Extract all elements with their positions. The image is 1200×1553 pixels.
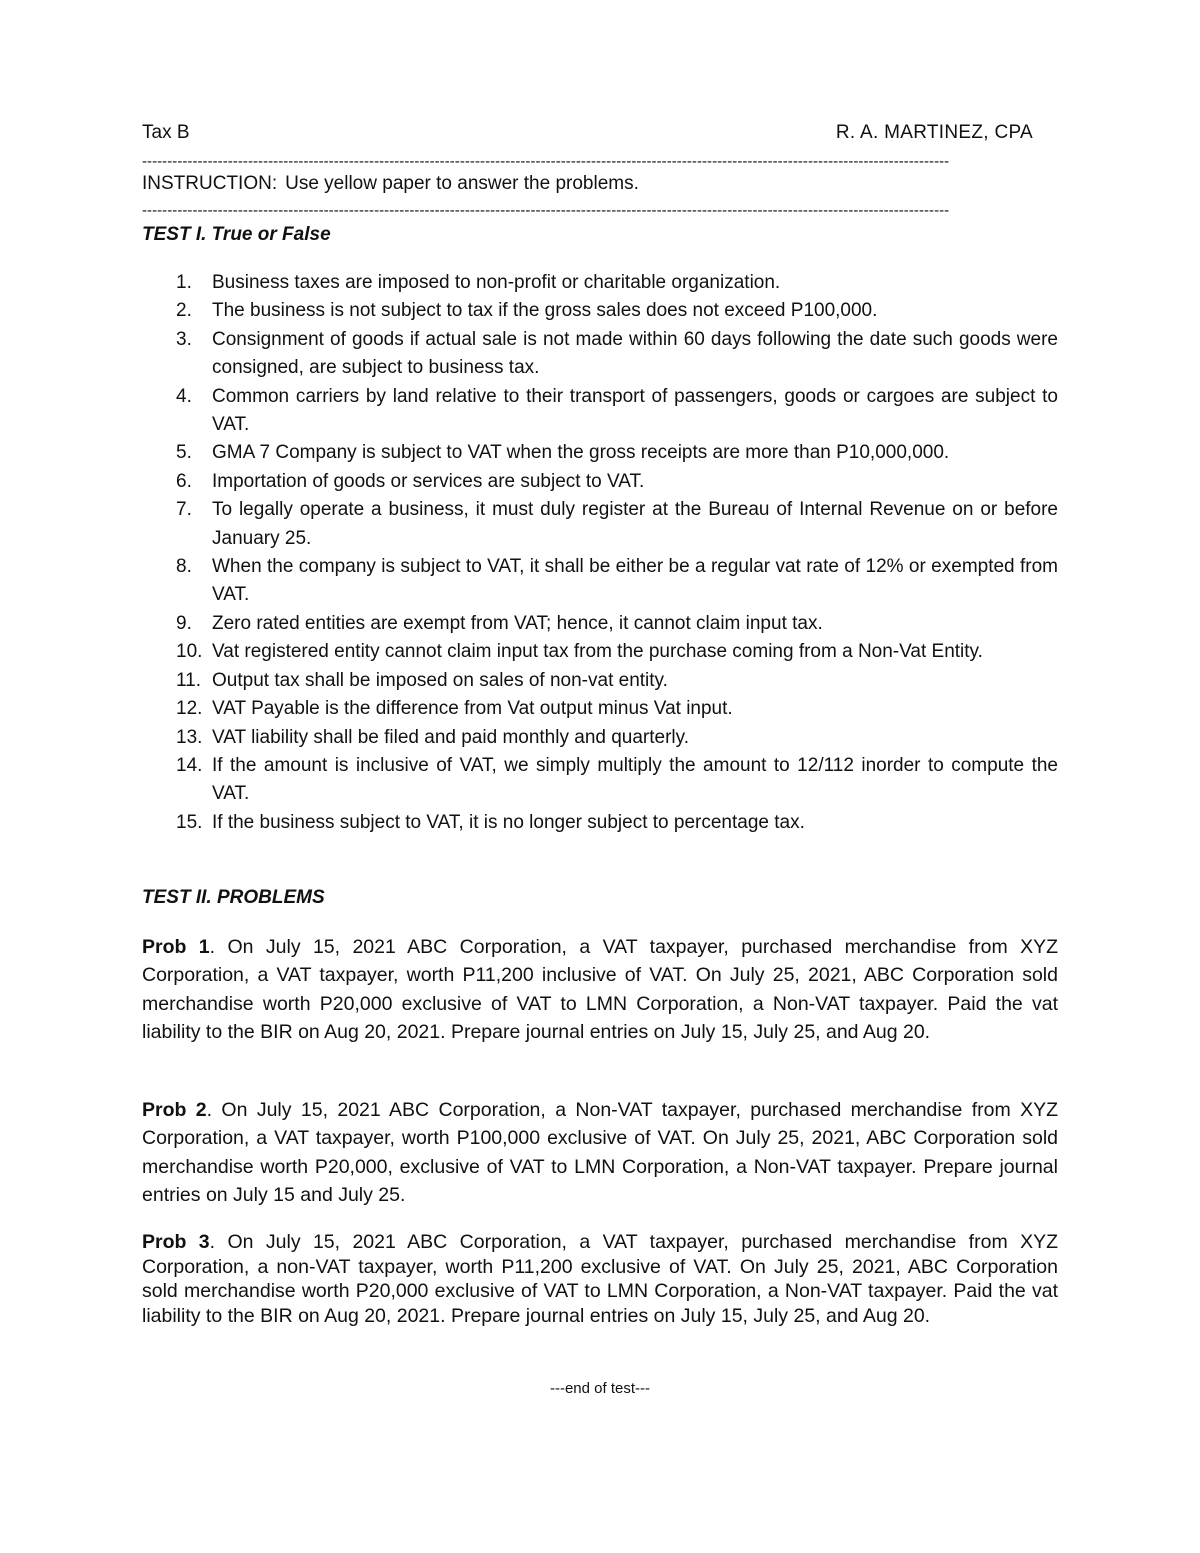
list-item [142,439,1058,467]
item-number: 9. [176,612,192,634]
problem-1 [142,933,1058,1047]
problem-text: . On July 15, 2021 ABC Corporation, a VAT taxpayer, purchased merchandise from XYZ Corporation, a VAT taxpayer, worth P11,200 inclusive of VAT. On July 25, 2021, ABC Corporation sold merchandise worth P20,000 exclusive of VAT to LMN Corporation, a Non-VAT taxpayer. Paid the vat liability to the BIR on Aug 20, 2021. Prepare journal entries on July 15, July 25, and Aug 20. [142,936,1059,1044]
list-item [142,638,1058,666]
list-item [142,269,1058,297]
item-number: 12. [176,698,203,720]
item-text: To legally operate a business, it must duly register at the Bureau of Internal Revenue on or before January 25. [212,499,1058,549]
item-number: 11. [176,669,202,691]
problem-3 [142,1230,1058,1328]
page-header [142,122,1033,148]
list-item [142,667,1058,695]
item-text: Business taxes are imposed to non-profit or charitable organization. [212,272,781,293]
list-item [142,695,1058,723]
item-number: 1. [176,272,192,293]
item-number: 13. [176,726,203,748]
list-item [142,468,1058,496]
item-text: The business is not subject to tax if the gross sales does not exceed P100,000. [212,300,878,322]
item-text: Vat registered entity cannot claim input tax from the purchase coming from a Non-Vat Entity. [212,641,983,663]
instruction-label: INSTRUCTION: [142,173,278,194]
problem-2 [142,1096,1058,1210]
list-item [142,496,1058,553]
divider-top: ---------------------------------------------------------------------------------------------------------------------------------------------------------------- [142,154,950,170]
item-text: Common carriers by land relative to their transport of passengers, goods or cargoes are subject to VAT. [212,385,1058,436]
item-text: Output tax shall be imposed on sales of non-vat entity. [212,669,668,691]
course-title: Tax B [142,122,190,143]
item-number: 5. [176,442,192,464]
list-item [142,809,1058,837]
item-text: When the company is subject to VAT, it shall be either be a regular vat rate of 12% or exempted from VAT. [212,556,1058,606]
item-number: 4. [176,385,192,407]
item-number: 2. [176,300,192,322]
item-text: VAT Payable is the difference from Vat output minus Vat input. [212,698,733,720]
list-item [142,610,1058,638]
instructor-name: R. A. MARTINEZ, CPA [835,122,1033,143]
list-item [142,553,1058,610]
list-item [142,724,1058,752]
item-number: 15. [176,811,203,833]
true-false-list [142,269,1058,837]
test1-title: TEST I. True or False [142,224,331,245]
item-number: 10. [176,641,203,663]
problem-label: Prob 1 [142,936,210,958]
item-number: 14. [176,754,203,776]
item-text: Zero rated entities are exempt from VAT; hence, it cannot claim input tax. [212,612,823,634]
list-item [142,297,1058,325]
item-number: 7. [176,499,192,521]
list-item [142,326,1058,383]
problem-label: Prob 3 [142,1231,210,1253]
problem-label: Prob 2 [142,1099,207,1121]
divider-bottom: ---------------------------------------------------------------------------------------------------------------------------------------------------------------- [142,203,950,219]
item-number: 6. [176,470,192,492]
item-text: Consignment of goods if actual sale is not made within 60 days following the date such goods were consigned, are subject to business tax. [212,328,1058,379]
problem-text: . On July 15, 2021 ABC Corporation, a Non-VAT taxpayer, purchased merchandise from XYZ Corporation, a VAT taxpayer, worth P100,000 exclusive of VAT. On July 25, 2021, ABC Corporation sold merchandise worth P20,000, exclusive of VAT to LMN Corporation, a Non-VAT taxpayer. Prepare journal entries on July 15 and July 25. [142,1099,1058,1207]
instruction-text: Use yellow paper to answer the problems. [285,173,639,194]
list-item [142,752,1058,809]
end-of-test: ---end of test--- [549,1380,651,1397]
item-text: GMA 7 Company is subject to VAT when the gross receipts are more than P10,000,000. [212,442,950,464]
item-text: If the business subject to VAT, it is no longer subject to percentage tax. [212,811,805,833]
item-text: If the amount is inclusive of VAT, we simply multiply the amount to 12/112 inorder to compute the VAT. [212,754,1058,805]
item-text: Importation of goods or services are subject to VAT. [212,470,645,492]
item-text: VAT liability shall be filed and paid monthly and quarterly. [212,726,690,748]
instruction [142,173,639,195]
item-number: 8. [176,556,192,578]
problem-text: . On July 15, 2021 ABC Corporation, a VAT taxpayer, purchased merchandise from XYZ Corporation, a non-VAT taxpayer, worth P11,200 exclusive of VAT. On July 25, 2021, ABC Corporation sold merchandise worth P20,000 exclusive of VAT to LMN Corporation, a Non-VAT taxpayer. Paid the vat liability to the BIR on Aug 20, 2021. Prepare journal entries on July 15, July 25, and Aug 20. [142,1231,1059,1327]
list-item [142,383,1058,440]
item-number: 3. [176,328,192,350]
test2-title: TEST II. PROBLEMS [142,887,325,908]
